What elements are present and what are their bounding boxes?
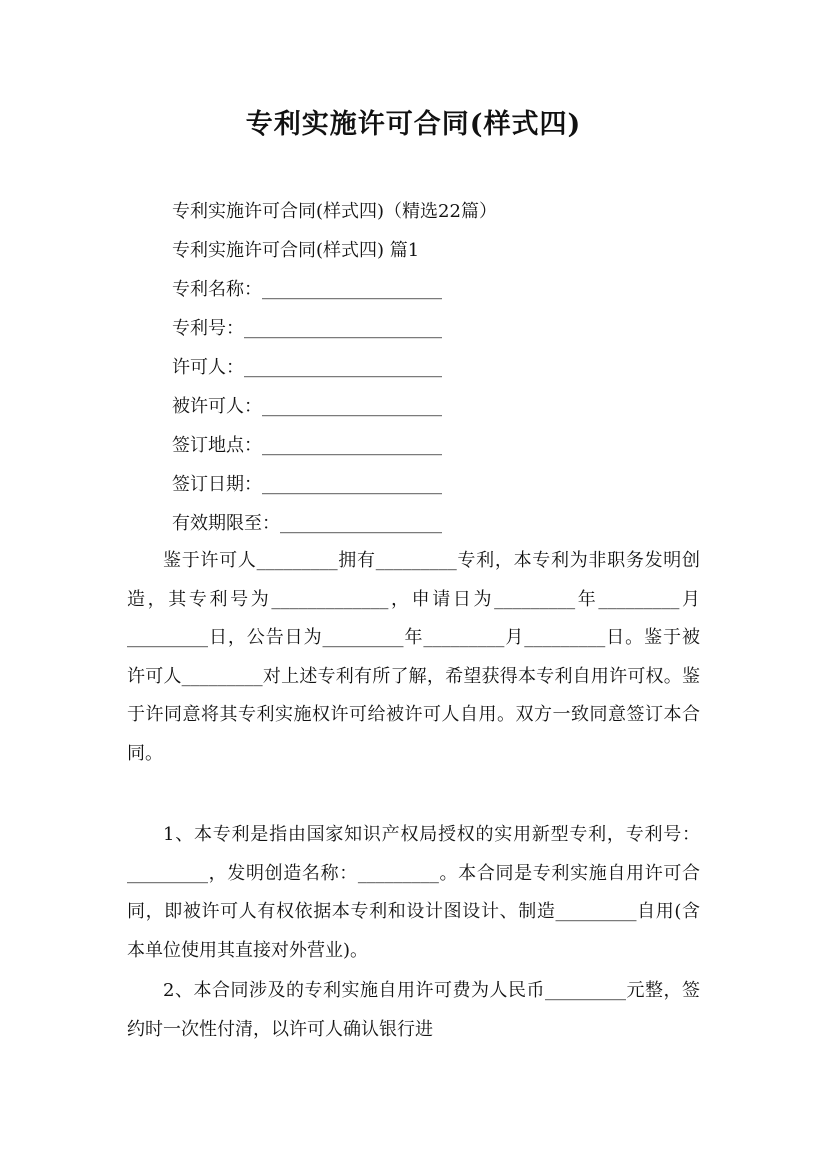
paragraph-clause-1: 1、本专利是指由国家知识产权局授权的实用新型专利，专利号：_________，发明创造名称：_________。本合同是专利实施自用许可合同，即被许可人有权依据本专利和设计图设计、制造_________自用(含本单位使用其直接对外营业)。 — [127, 824, 700, 961]
paragraph-clause-2: 2、本合同涉及的专利实施自用许可费为人民币_________元整，签约时一次性付清，以许可人确认银行进 — [127, 980, 700, 1040]
field-licensor: 许可人：______________________ — [172, 357, 442, 378]
field-valid-until: 有效期限至：__________________ — [172, 513, 442, 534]
field-signing-date: 签订日期：____________________ — [172, 474, 442, 495]
section-heading: 专利实施许可合同(样式四) 篇1 — [172, 240, 420, 261]
field-patent-name: 专利名称：____________________ — [172, 279, 442, 300]
paragraph-preamble: 鉴于许可人_________拥有_________专利，本专利为非职务发明创造，其专利号为_____________，申请日为_________年_________月_________日，公告日为_________年_________月_________日。鉴于被许可人_________对上述专利有所了解，希望获得本专利自用许可权。鉴于许同意将其专利实施权许可给被许可人自用。双方一致同意签订本合同。 — [127, 550, 700, 764]
document-title: 专利实施许可合同(样式四) — [245, 109, 582, 140]
document-subtitle: 专利实施许可合同(样式四)（精选22篇） — [172, 201, 497, 222]
field-patent-number: 专利号：______________________ — [172, 318, 442, 339]
field-licensee: 被许可人：____________________ — [172, 396, 442, 417]
field-signing-place: 签订地点：____________________ — [172, 435, 442, 456]
